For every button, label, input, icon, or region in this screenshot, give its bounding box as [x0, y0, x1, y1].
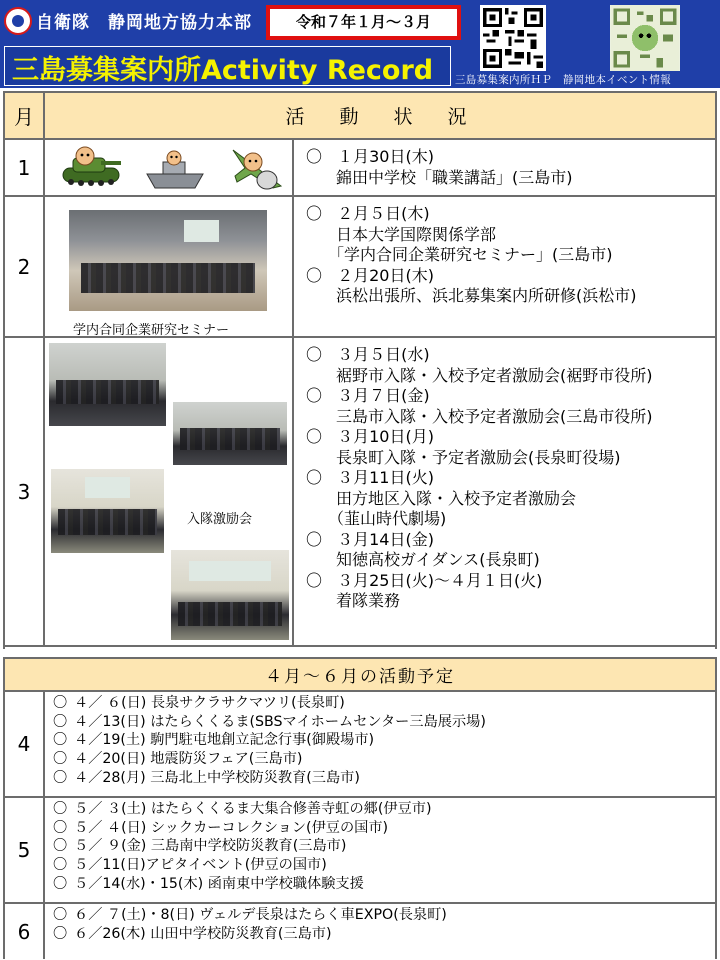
activity-detail: 三島市入隊・入校予定者激励会(三島市役所) — [336, 406, 653, 426]
schedule-text: ５／14(水)・15(木) 函南東中学校職体験支援 — [74, 875, 364, 892]
table-row — [5, 338, 715, 647]
activity-date: ３月７日(金) — [337, 386, 430, 405]
schedule-item — [53, 800, 715, 819]
activity-date: ３月14日(金) — [337, 529, 434, 549]
activity-detail: 錦田中学校「職業講話」(三島市) — [336, 167, 573, 187]
qr-caption: 三島募集案内所ＨＰ 静岡地本イベント情報 — [455, 74, 671, 86]
bullet-icon: 〇 — [53, 695, 68, 711]
ship-mascot-icon — [145, 144, 205, 192]
schedule-item — [53, 694, 715, 713]
schedule-item — [53, 713, 715, 732]
mascot-illustrations — [45, 140, 294, 195]
activity-column-header: 活 動 状 況 — [285, 106, 475, 128]
activity-item — [306, 147, 715, 188]
activity-content — [296, 338, 715, 645]
schedule-text: ４／20(日) 地震防災フェア(三島市) — [74, 751, 303, 768]
table-row — [5, 197, 715, 338]
activity-table — [3, 91, 717, 649]
ceremony-photo-nagaizumi — [51, 469, 164, 553]
month-cell: 5 — [5, 798, 45, 902]
ceremony-photo-tagata — [171, 550, 289, 640]
bullet-icon: 〇 — [53, 732, 68, 749]
activity-detail: 「学内合同企業研究セミナー」(三島市) — [328, 245, 613, 264]
schedule-item — [53, 750, 715, 769]
bullet-icon: 〇 — [53, 907, 68, 923]
activity-item — [306, 204, 715, 266]
schedule-item — [53, 856, 715, 875]
org-name: 自衛隊 静岡地方協力本部 — [36, 13, 252, 33]
schedule-text: ５／ ４(日) シックカーコレクション(伊豆の国市) — [74, 819, 389, 836]
activity-detail: 田方地区入隊・入校予定者激励会 — [336, 488, 577, 508]
bullet-icon: 〇 — [53, 751, 68, 768]
activity-date: ２月５日(木) — [337, 204, 430, 223]
table-row — [5, 798, 715, 904]
photo-area — [45, 338, 294, 645]
page-title: 三島募集案内所Activity Record — [12, 55, 434, 86]
bullet-icon: 〇 — [53, 713, 68, 730]
photo-caption: 学内合同企業研究セミナー — [73, 323, 230, 338]
schedule-content — [45, 692, 715, 796]
upcoming-table — [3, 657, 717, 959]
table-row — [5, 140, 715, 197]
bullet-icon: 〇 — [53, 819, 68, 836]
bullet-icon: 〇 — [306, 265, 323, 285]
bullet-icon: 〇 — [53, 838, 68, 855]
schedule-item — [53, 731, 715, 750]
activity-detail: 日本大学国際関係学部 — [336, 224, 497, 244]
activity-detail: 浜松出張所、浜北募集案内所研修(浜松市) — [336, 286, 637, 305]
activity-date: ３月25日(火)～４月１日(火) — [337, 570, 543, 590]
schedule-item — [53, 925, 715, 944]
activity-detail: （韮山時代劇場) — [328, 509, 447, 528]
schedule-text: ４／28(月) 三島北上中学校防災教育(三島市) — [74, 769, 360, 786]
activity-content — [296, 197, 715, 336]
schedule-content — [45, 798, 715, 902]
schedule-text: ５／11(日)アピタイベント(伊豆の国市) — [74, 857, 327, 874]
schedule-text: ６／ ７(土)・8(日) ヴェルデ長泉はたらく車EXPO(長泉町) — [74, 907, 447, 923]
schedule-item — [53, 837, 715, 856]
activity-item — [306, 530, 715, 571]
bullet-icon: 〇 — [53, 925, 68, 942]
header-banner — [0, 0, 720, 88]
bullet-icon: 〇 — [306, 345, 323, 364]
activity-date: ３月５日(水) — [337, 345, 430, 364]
bullet-icon: 〇 — [53, 875, 68, 892]
ceremony-photo-mishima — [173, 402, 287, 465]
bullet-icon: 〇 — [53, 769, 68, 786]
activity-date: ２月20日(木) — [337, 265, 434, 285]
upcoming-table-header — [5, 659, 715, 692]
schedule-text: ６／26(木) 山田中学校防災教育(三島市) — [74, 925, 332, 942]
photo-caption: 入隊激励会 — [187, 512, 253, 527]
ceremony-photo-susono — [49, 343, 166, 426]
schedule-item — [53, 875, 715, 894]
activity-item — [306, 468, 715, 530]
activity-date: ３月10日(月) — [337, 427, 434, 446]
qr-code-icon[interactable] — [480, 5, 546, 71]
table-row — [5, 904, 715, 959]
bullet-icon: 〇 — [306, 570, 323, 590]
qr-code-mascot-icon[interactable] — [610, 5, 680, 71]
activity-content — [296, 140, 715, 195]
period-label: 令和７年１月～３月 — [266, 5, 461, 40]
table-row — [5, 692, 715, 798]
month-cell: 4 — [5, 692, 45, 796]
bullet-icon: 〇 — [53, 857, 68, 874]
month-cell: 6 — [5, 904, 45, 959]
schedule-text: ５／ ３(土) はたらくくるま大集合修善寺虹の郷(伊豆市) — [74, 801, 432, 817]
bullet-icon: 〇 — [306, 386, 323, 405]
jsdf-emblem-icon — [4, 7, 32, 35]
activity-detail: 長泉町入隊・予定者激励会(長泉町役場) — [336, 447, 621, 467]
bullet-icon: 〇 — [306, 529, 323, 549]
upcoming-title: ４月～６月の活動予定 — [265, 667, 455, 687]
activity-date: １月30日(木) — [337, 147, 434, 166]
activity-date: ３月11日(火) — [337, 468, 434, 487]
schedule-content — [45, 904, 715, 959]
activity-item — [306, 386, 715, 427]
month-cell: 2 — [5, 197, 45, 336]
schedule-text: ４／13(日) はたらくくるま(SBSマイホームセンター三島展示場) — [74, 713, 486, 730]
bullet-icon: 〇 — [306, 204, 323, 223]
schedule-text: ４／19(土) 駒門駐屯地創立記念行事(御殿場市) — [74, 732, 375, 749]
activity-item — [306, 266, 715, 307]
jet-mascot-icon — [227, 142, 287, 194]
schedule-text: ５／ ９(金) 三島南中学校防災教育(三島市) — [74, 838, 347, 855]
activity-detail: 着隊業務 — [336, 591, 401, 610]
bullet-icon: 〇 — [306, 468, 323, 487]
photo-area — [45, 197, 294, 336]
month-cell: 3 — [5, 338, 45, 645]
bullet-icon: 〇 — [306, 427, 323, 446]
schedule-text: ４／ ６(日) 長泉サクラサクマツリ(長泉町) — [74, 695, 345, 711]
activity-table-header — [5, 93, 715, 140]
schedule-item — [53, 769, 715, 788]
activity-item — [306, 571, 715, 612]
seminar-photo — [69, 210, 267, 311]
tank-mascot-icon — [59, 146, 123, 190]
schedule-item — [53, 819, 715, 838]
month-column-header: 月 — [5, 93, 45, 138]
bullet-icon: 〇 — [306, 147, 323, 166]
activity-item — [306, 345, 715, 386]
activity-detail: 裾野市入隊・入校予定者激励会(裾野市役所) — [336, 365, 653, 385]
month-cell: 1 — [5, 140, 45, 195]
schedule-item — [53, 906, 715, 925]
activity-detail: 知徳高校ガイダンス(長泉町) — [336, 550, 540, 569]
activity-item — [306, 427, 715, 468]
bullet-icon: 〇 — [53, 801, 68, 817]
